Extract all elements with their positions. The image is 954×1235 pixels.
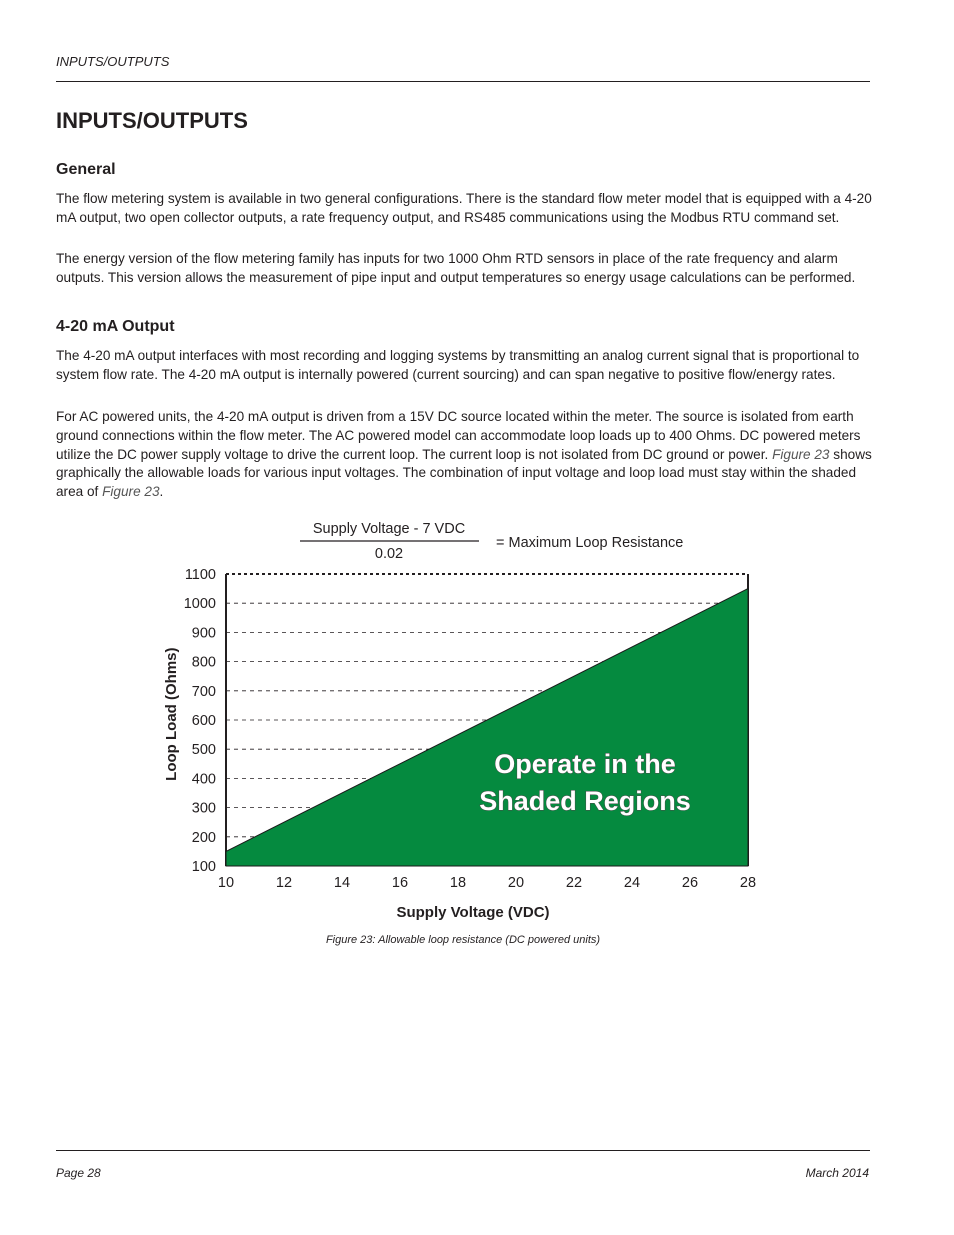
y-tick-label-600: 600 <box>191 713 216 729</box>
loop-resistance-figure <box>0 505 954 930</box>
output-paragraph-2-text-a: For AC powered units, the 4-20 mA output is driven from a 15V DC source located within the meter. The source is isolated from earth ground connections within the flow meter. The AC powered model can accommodate loop loads up to 400 Ohms. DC powered meters utilize the DC power supply voltage to drive the current loop. The current loop is not isolated from DC ground or power. <box>56 409 861 462</box>
output-paragraph-1: The 4-20 mA output interfaces with most recording and logging systems by transmitting an analog current signal that is proportional to system flow rate. The 4-20 mA output is internally powered (current sourcing) and can span negative to positive flow/energy rates. <box>56 348 860 382</box>
general-paragraph-2: The energy version of the flow metering family has inputs for two 1000 Ohm RTD sensors in place of the rate frequency and alarm outputs. This version allows the measurement of pipe input and output temperatures so energy usage calculations can be performed. <box>56 251 856 285</box>
output-paragraph-2 <box>56 408 872 502</box>
y-tick-label-100: 100 <box>191 859 216 875</box>
figure-reference-link[interactable]: Figure 23 <box>772 446 830 462</box>
y-tick-label-400: 400 <box>191 771 216 788</box>
x-tick-label-16: 16 <box>391 875 409 891</box>
figure-reference-link-2[interactable]: Figure 23 <box>102 484 160 500</box>
output-paragraph-2-text-b: shows graphically the allowable loads for various input voltages. The combination of input voltage and loop load must stay within the shaded area of <box>56 446 872 500</box>
x-axis-label: Supply Voltage (VDC) <box>396 904 550 921</box>
running-header: INPUTS/OUTPUTS <box>56 54 170 69</box>
y-tick-label-500: 500 <box>191 742 216 759</box>
y-tick-label-900: 900 <box>191 625 216 642</box>
y-tick-label-800: 800 <box>191 654 216 671</box>
y-tick-label-700: 700 <box>191 683 216 700</box>
section-heading-general: General <box>56 161 116 178</box>
annotation-line-2: Shaded Regions <box>479 786 691 816</box>
x-tick-label-22: 22 <box>565 875 583 891</box>
y-tick-label-1100: 1100 <box>184 567 216 583</box>
x-tick-label-28: 28 <box>739 875 757 891</box>
y-tick-label-200: 200 <box>191 829 216 846</box>
formula-denominator: 0.02 <box>374 546 404 562</box>
footer-date: March 2014 <box>805 1166 869 1180</box>
x-tick-label-24: 24 <box>623 875 641 891</box>
output-paragraph-2-text-c: . <box>159 484 164 500</box>
page-title: INPUTS/OUTPUTS <box>56 108 248 133</box>
y-axis-label: Loop Load (Ohms) <box>163 647 180 781</box>
operating-region-area <box>226 589 748 866</box>
formula-numerator: Supply Voltage - 7 VDC <box>312 521 466 537</box>
header-rule <box>56 81 870 82</box>
x-tick-label-20: 20 <box>507 875 525 891</box>
x-tick-label-10: 10 <box>217 875 235 891</box>
annotation-line-1: Operate in the <box>494 749 676 779</box>
x-tick-label-18: 18 <box>449 875 467 891</box>
footer-rule <box>56 1150 870 1151</box>
general-paragraph-1: The flow metering system is available in two general configurations. There is the standard flow meter model that is equipped with a 4-20 mA output, two open collector outputs, a rate frequency output, and RS485 communications using the Modbus RTU command set. <box>56 191 872 225</box>
page-number: Page 28 <box>56 1166 101 1180</box>
x-tick-label-26: 26 <box>681 875 699 891</box>
section-heading-4-20-output: 4-20 mA Output <box>56 318 175 335</box>
formula-result: = Maximum Loop Resistance <box>496 535 684 551</box>
y-tick-label-1000: 1000 <box>183 596 216 613</box>
figure-caption: Figure 23: Allowable loop resistance (DC powered units) <box>325 934 601 946</box>
y-tick-label-300: 300 <box>191 800 216 817</box>
x-tick-label-14: 14 <box>333 875 351 891</box>
x-tick-label-12: 12 <box>275 875 293 891</box>
